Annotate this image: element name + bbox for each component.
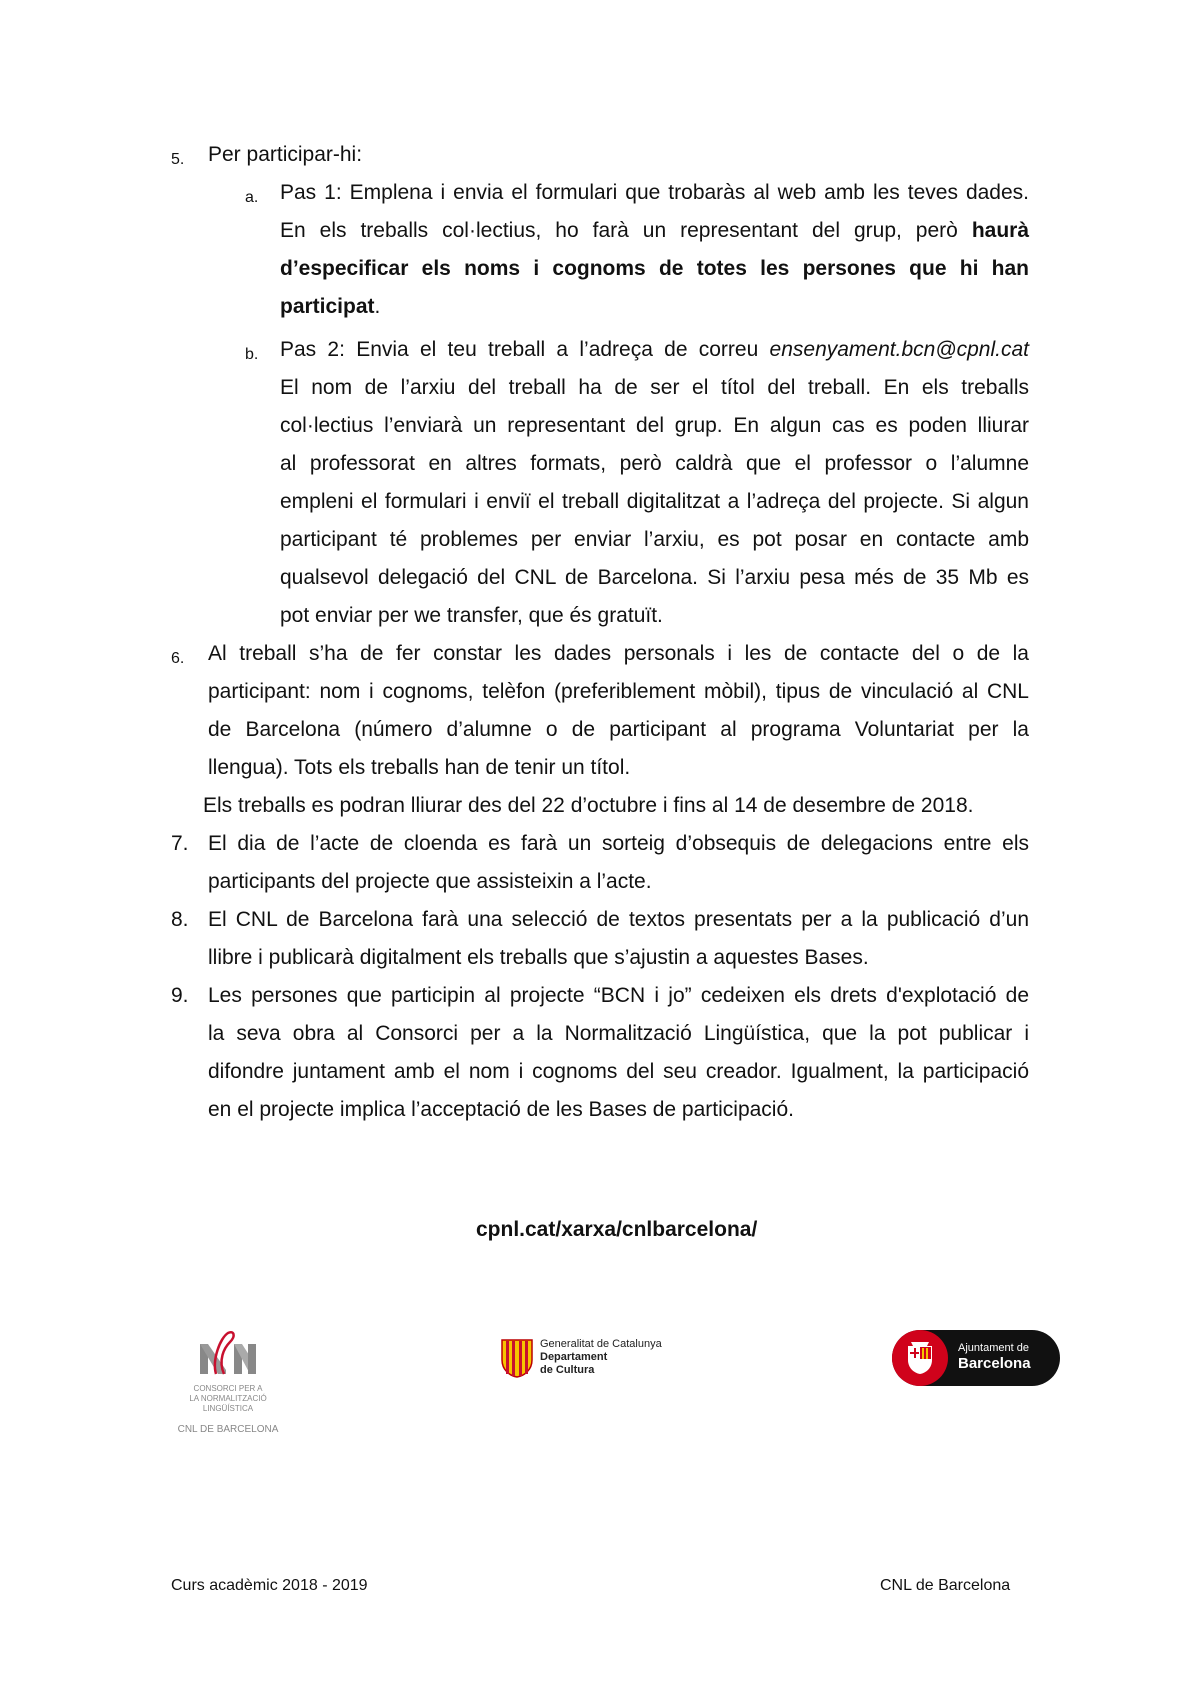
item-6-line-3: de Barcelona (número d’alumne o de participant al programa Voluntariat per la — [208, 718, 1029, 741]
subitem-a-line-3 — [280, 250, 1029, 288]
email-address-link[interactable]: ensenyament.bcn@cpnl.cat — [769, 338, 1029, 361]
generalitat-logo-text — [540, 1338, 662, 1377]
cpnl-logo-org: CNL DE BARCELONA — [177, 1424, 279, 1435]
subitem-b-line-4: al professorat en altres formats, però caldrà que el professor o l’alumne — [280, 452, 1029, 475]
subitem-letter-a: a. — [245, 189, 259, 206]
subitem-b-line-2: El nom de l’arxiu del treball ha de ser el títol del treball. En els treballs — [280, 376, 1029, 399]
cpnl-symbol-icon — [198, 1330, 258, 1382]
item-9-line-3: difondre juntament amb el nom i cognoms del seu creador. Igualment, la participació — [208, 1060, 1029, 1083]
subitem-b-line-7: qualsevol delegació del CNL de Barcelona. Si l’arxiu pesa més de 35 Mb es — [280, 566, 1029, 589]
ajuntament-circle — [892, 1330, 948, 1386]
subitem-b-line-1-text: Pas 2: Envia el teu treball a l’adreça de correu — [280, 338, 770, 361]
subitem-a-line-3-bold: d’especificar els noms i cognoms de totes les persones que hi han — [280, 257, 1029, 280]
item-6-line-1: Al treball s’ha de fer constar les dades personals i les de contacte del o de la — [208, 642, 1029, 665]
item-number-9: 9. — [171, 984, 189, 1007]
item-number-7: 7. — [171, 832, 189, 855]
item-9-line-4: en el projecte implica l’acceptació de les Bases de participació. — [208, 1098, 794, 1121]
item-7-line-1: El dia de l’acte de cloenda es farà un sorteig d’obsequis de delegacions entre els — [208, 832, 1029, 855]
item-6-line-2: participant: nom i cognoms, telèfon (preferiblement mòbil), tipus de vinculació al CNL — [208, 680, 1029, 703]
generalitat-logo — [500, 1338, 680, 1382]
generalitat-logo-line-3: de Cultura — [540, 1364, 595, 1376]
subitem-a-line-4 — [280, 288, 380, 326]
item-6-line-5: Els treballs es podran lliurar des del 22 d’octubre i fins al 14 de desembre de 2018. — [203, 794, 974, 817]
website-url-link[interactable]: cpnl.cat/xarxa/cnlbarcelona/ — [476, 1218, 758, 1241]
ajuntament-logo-line-1: Ajuntament de — [958, 1342, 1029, 1354]
subitem-b-line-8: pot enviar per we transfer, que és gratuït. — [280, 604, 663, 627]
subitem-a-line-4-tail: . — [374, 295, 381, 318]
item-7-line-2: participants del projecte que assisteixin a l’acte. — [208, 870, 652, 893]
generalitat-logo-line-1: Generalitat de Catalunya — [540, 1338, 662, 1350]
item-8-line-1: El CNL de Barcelona farà una selecció de textos presentats per a la publicació d’un — [208, 908, 1029, 931]
item-6-line-4: llengua). Tots els treballs han de tenir un títol. — [208, 756, 631, 779]
subitem-a-line-1: Pas 1: Emplena i envia el formulari que trobaràs al web amb les teves dades. — [280, 181, 1029, 204]
cpnl-logo-line-1: CONSORCI PER A — [193, 1384, 263, 1393]
ajuntament-logo — [892, 1330, 1060, 1386]
cpnl-logo — [168, 1330, 288, 1440]
subitem-a-line-4-bold: participat — [280, 295, 375, 318]
ajuntament-logo-line-2: Barcelona — [958, 1355, 1031, 1372]
subitem-letter-b: b. — [245, 346, 259, 363]
cpnl-logo-line-3: LINGÜÍSTICA — [202, 1404, 254, 1413]
subitem-b-line-3: col·lectius l’enviarà un representant del grup. En algun cas es poden lliurar — [280, 414, 1029, 437]
generalitat-logo-line-2: Departament — [540, 1351, 608, 1363]
ajuntament-logo-text — [958, 1342, 1031, 1373]
cpnl-logo-line-2: LA NORMALITZACIÓ — [189, 1394, 267, 1403]
footer-academic-year: Curs acadèmic 2018 - 2019 — [171, 1577, 368, 1594]
item-number-8: 8. — [171, 908, 189, 931]
subitem-b-line-1 — [280, 331, 1029, 369]
subitem-a-line-2 — [280, 212, 1029, 250]
footer-organization: CNL de Barcelona — [880, 1577, 1011, 1594]
subitem-a-line-2-text: En els treballs col·lectius, ho farà un representant del grup, però — [280, 219, 972, 242]
item-5-title: Per participar-hi: — [208, 143, 363, 166]
generalitat-shield-icon — [500, 1338, 534, 1378]
subitem-b-line-5: empleni el formulari i enviï el treball digitalitzat a l’adreça del projecte. Si algun — [280, 490, 1029, 513]
item-8-line-2: llibre i publicarà digitalment els treballs que s’ajustin a aquestes Bases. — [208, 946, 869, 969]
cpnl-logo-text — [168, 1384, 288, 1414]
item-number-5: 5. — [171, 151, 185, 168]
subitem-a-line-2-bold: haurà — [971, 219, 1029, 242]
item-number-6: 6. — [171, 650, 185, 667]
item-9-line-2: la seva obra al Consorci per a la Normalització Lingüística, que la pot publicar i — [208, 1022, 1029, 1045]
barcelona-shield-icon — [905, 1340, 935, 1376]
item-9-line-1: Les persones que participin al projecte “BCN i jo” cedeixen els drets d'explotació de — [208, 984, 1029, 1007]
subitem-b-line-6: participant té problemes per enviar l’arxiu, es pot posar en contacte amb — [280, 528, 1029, 551]
